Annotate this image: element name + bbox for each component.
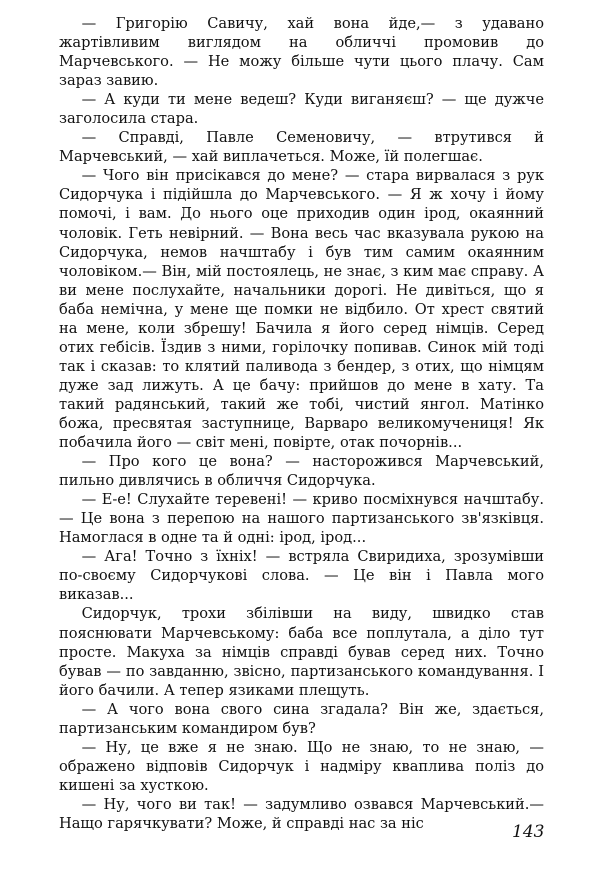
- paragraph-8: Сидорчук, трохи збілівши на виду, швидко став пояснювати Марчевському: баба все поплутала, а діло тут просте. Макуха за німців справді бував серед них. Точно бував — по завданню, звісно, партизанського командування. І його бачили. А тепер язиками плещуть.: [59, 605, 544, 699]
- paragraph-5: — Про кого це вона? — насторожився Марчевський, пильно дивлячись в обличчя Сидорчука.: [59, 453, 544, 490]
- paragraph-9: — А чого вона свого сина згадала? Він же, здається, партизанським командиром був?: [59, 700, 544, 737]
- paragraph-3: — Справді, Павле Семеновичу, — втрутився й Марчевський, — хай виплачеться. Може, їй полегшає.: [59, 129, 544, 166]
- paragraph-6: — Е-е! Слухайте теревені! — криво посміхнувся начштабу. — Це вона з перепою на нашого партизанського зв'язківця. Намоглася в одне та й одні: ірод, ірод...: [59, 491, 544, 547]
- paragraph-11: — Ну, чого ви так! — задумливо озвався Марчевський.— Нащо гарячкувати? Може, й справді нас за ніс: [59, 795, 544, 832]
- paragraph-1: — Григорію Савичу, хай вона йде,— з удавано жартівливим виглядом на обличчі промовив до Марчевського. — Не можу більше чути цього плачу. Сам зараз завию.: [59, 15, 544, 90]
- page-text: [59, 14, 544, 833]
- paragraph-2: — А куди ти мене ведеш? Куди виганяєш? — ще дужче заголосила стара.: [59, 91, 544, 128]
- page-number: 143: [512, 822, 545, 842]
- paragraph-7: — Ага! Точно з їхніх! — встряла Свиридиха, зрозумівши по-своєму Сидорчукові слова. — Це він і Павла мого виказав...: [59, 548, 544, 604]
- paragraph-4: — Чого він присікався до мене? — стара вирвалася з рук Сидорчука і підійшла до Марчевського. — Я ж хочу і йому помочі, і вам. До нього оце приходив один ірод, окаянний чоловік. Геть невірний. — Вона весь час вказувала рукою на Сидорчука, немов начштабу і був тим самим окаянним чоловіком.— Він, мій постоялець, не знає, з ким має справу. А ви мене послухайте, начальники дорогі. Не дивіться, що я баба немічна, у мене ще помки не відбило. От хрест святий на мене, коли збрешу! Бачила я його серед німців. Серед отих гебісів. Їздив з ними, горілочку попивав. Синок мій тоді так і сказав: то клятий паливода з бендер, з отих, що німцям дуже зад лижуть. А це бачу: прийшов до мене в хату. Та такий радянський, такий же тобі, чистий янгол. Матінко божа, пресвятая заступнице, Варваро великомучениця! Як побачила його — світ мені, повірте, отак почорнів...: [59, 167, 544, 452]
- paragraph-10: — Ну, це вже я не знаю. Що не знаю, то не знаю, — ображено відповів Сидорчук і надміру кваплива поліз до кишені за хусткою.: [59, 738, 544, 794]
